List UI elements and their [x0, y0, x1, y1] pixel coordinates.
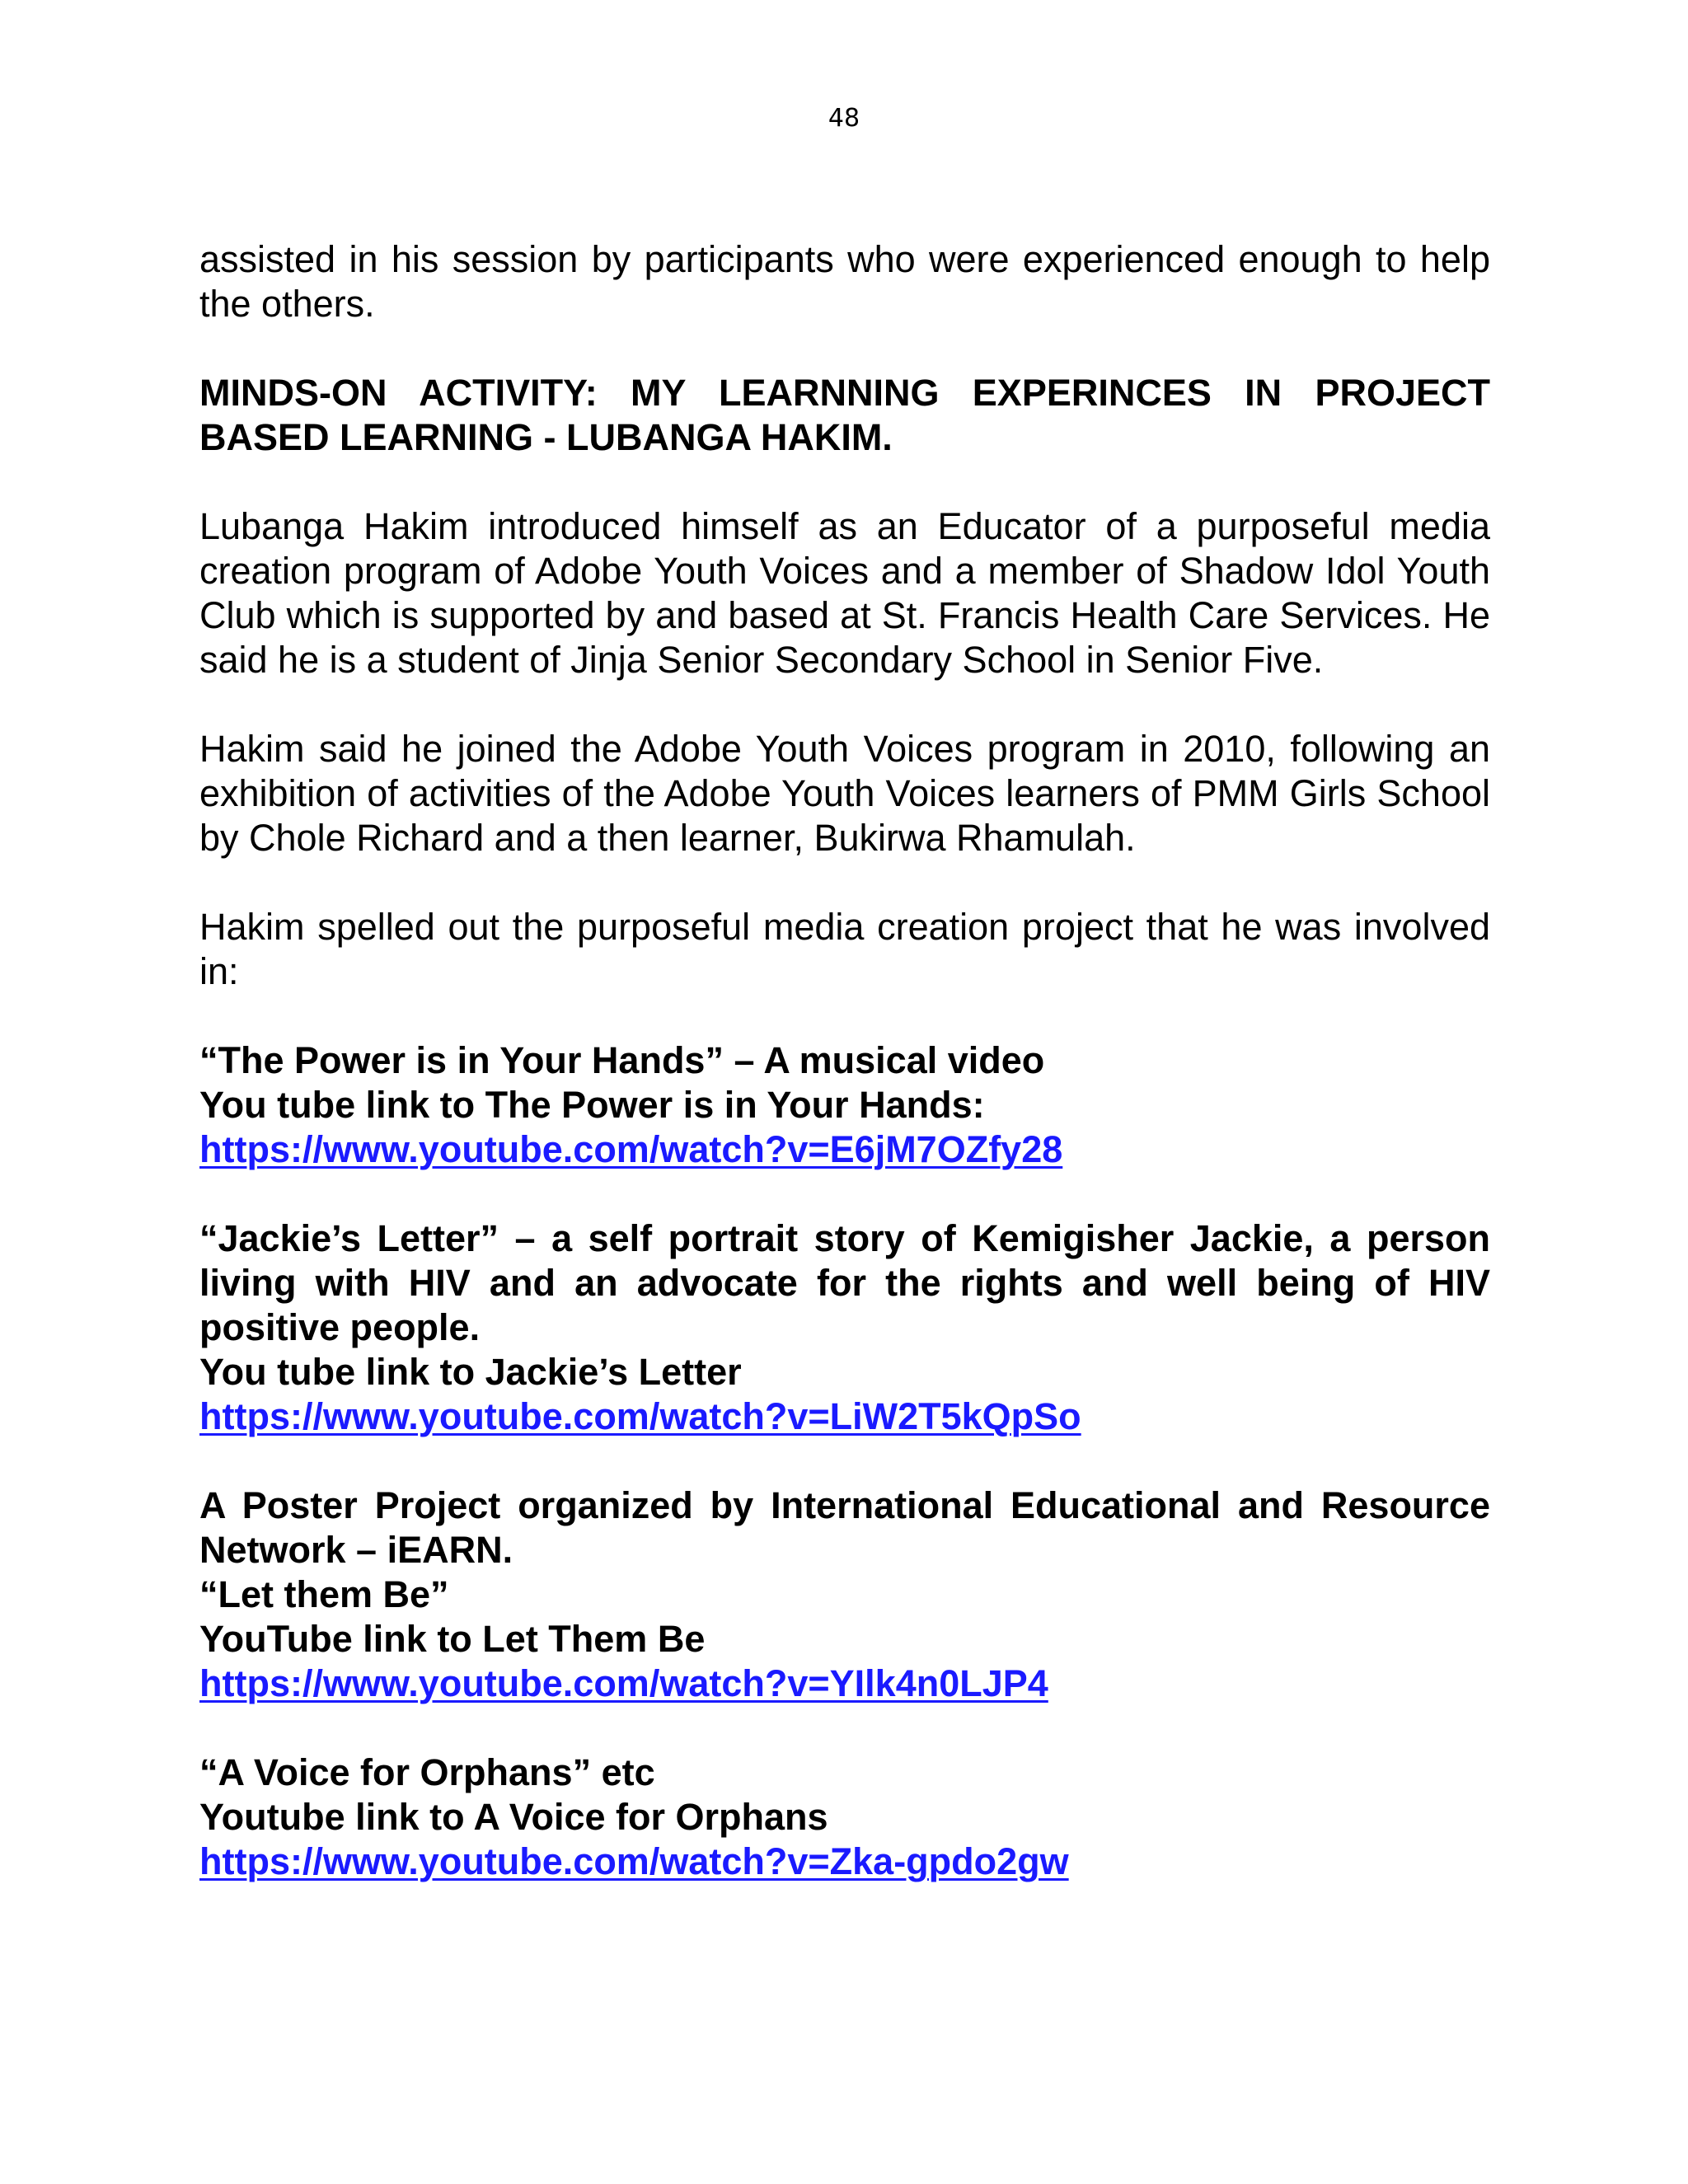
- page-number: 48: [828, 104, 860, 133]
- paragraph-continuation: assisted in his session by participants who were experienced enough to help the others.: [199, 238, 1490, 325]
- project-link-label: YouTube link to Let Them Be: [199, 1618, 706, 1660]
- project-title: A Poster Project organized by International Educational and Resource Network – iEARN.: [199, 1484, 1490, 1571]
- project-link-label: Youtube link to A Voice for Orphans: [199, 1796, 828, 1838]
- project-jackies-letter: [199, 1216, 1490, 1439]
- project-link-label: You tube link to Jackie’s Letter: [199, 1351, 742, 1393]
- youtube-link[interactable]: https://www.youtube.com/watch?v=LiW2T5kQpSo: [199, 1395, 1081, 1437]
- section-heading: MINDS-ON ACTIVITY: MY LEARNNING EXPERINCES IN PROJECT BASED LEARNING - LUBANGA HAKIM.: [199, 372, 1490, 458]
- project-power-in-your-hands: [199, 1038, 1490, 1172]
- youtube-link[interactable]: https://www.youtube.com/watch?v=E6jM7OZfy28: [199, 1128, 1063, 1170]
- document-body: [199, 237, 1490, 1929]
- project-link-label: You tube link to The Power is in Your Hands:: [199, 1084, 985, 1126]
- youtube-link[interactable]: https://www.youtube.com/watch?v=Zka-gpdo2gw: [199, 1840, 1069, 1882]
- project-title: “The Power is in Your Hands” – A musical video: [199, 1039, 1045, 1081]
- project-title: “A Voice for Orphans” etc: [199, 1751, 655, 1793]
- project-title: “Jackie’s Letter” – a self portrait story of Kemigisher Jackie, a person living with HIV and an advocate for the rights and well being of HIV positive people.: [199, 1217, 1490, 1348]
- youtube-link[interactable]: https://www.youtube.com/watch?v=YIlk4n0LJP4: [199, 1662, 1048, 1704]
- paragraph-introduction: Lubanga Hakim introduced himself as an Educator of a purposeful media creation program of Adobe Youth Voices and a member of Shadow Idol Youth Club which is supported by and based at St. Francis Health Care Services. He said he is a student of Jinja Senior Secondary School in Senior Five.: [199, 505, 1490, 681]
- paragraph-projects-intro: Hakim spelled out the purposeful media creation project that he was involved in:: [199, 906, 1490, 992]
- paragraph-joined-program: Hakim said he joined the Adobe Youth Voices program in 2010, following an exhibition of activities of the Adobe Youth Voices learners of PMM Girls School by Chole Richard and a then learner, Bukirwa Rhamulah.: [199, 728, 1490, 859]
- project-subtitle: “Let them Be”: [199, 1573, 449, 1615]
- project-voice-for-orphans: [199, 1750, 1490, 1884]
- project-let-them-be: [199, 1483, 1490, 1706]
